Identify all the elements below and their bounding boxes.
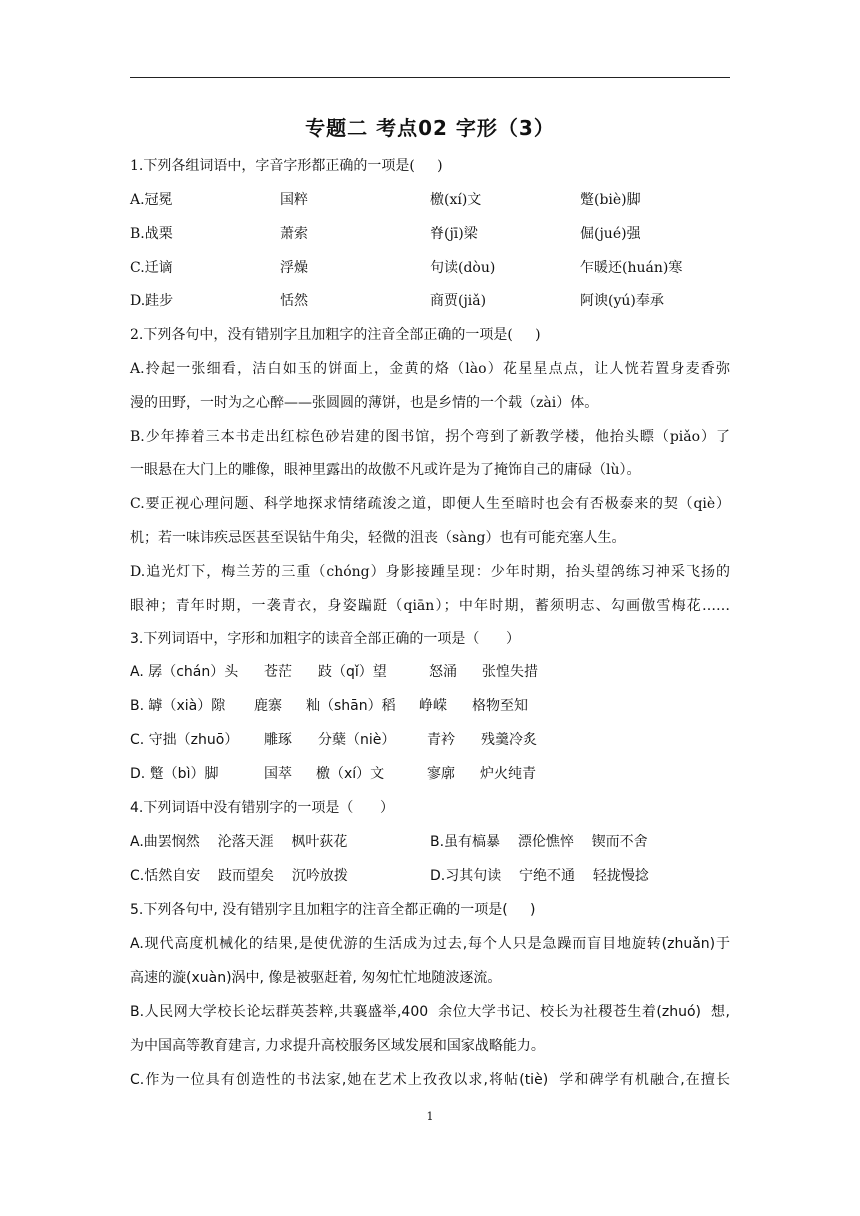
q3-cell: 炉火纯青 — [480, 766, 536, 782]
q4-stem: 4.下列词语中没有错别字的一项是（ ） — [130, 800, 395, 816]
q3-cell: 国萃 — [264, 766, 292, 782]
q3-cell: 张惶失措 — [482, 664, 538, 680]
q1-cell: 恬然 — [280, 293, 308, 309]
q3-cell: 青衿 — [427, 732, 455, 748]
q3-cell: 怒涌 — [429, 664, 457, 680]
q1-cell: 蹩(biè)脚 — [580, 192, 641, 208]
q3-cell: 格物至知 — [472, 698, 528, 714]
q2-line: 漫的田野，一时为之心醉——张圆圆的薄饼，也是乡情的一个载（zài）体。 — [130, 395, 599, 411]
q2-line: 一眼悬在大门上的雕像，眼神里露出的故傲不凡或许是为了掩饰自己的庸碌（lù）。 — [130, 462, 641, 478]
q5-line: C.作为一位具有创造性的书法家,她在艺术上孜孜以求,将帖(tiè) 学和碑学有机融合,在擅长 — [130, 1072, 730, 1088]
q5-line: B.人民网大学校长论坛群英荟粹,共襄盛举,400 余位大学书记、校长为社稷苍生着(zhuó) 想, — [130, 1004, 730, 1020]
q4-option-d: D.习其句读 宁绝不通 轻拢慢捻 — [430, 868, 649, 884]
q3-cell: 跂（qǐ）望 — [318, 664, 387, 680]
q1-cell: 檄(xí)文 — [430, 192, 482, 208]
q3-cell: 残羹冷炙 — [481, 732, 537, 748]
page-title: 专题二 考点02 字形（3） — [305, 116, 555, 140]
q1-cell: 脊(jī)梁 — [430, 226, 478, 242]
q1-stem: 1.下列各组词语中，字音字形都正确的一项是( ) — [130, 158, 443, 174]
q1-cell: 商贾(jiǎ) — [430, 293, 487, 309]
q4-option-b: B.虽有槁暴 漂伦憔悴 锲而不舍 — [430, 834, 648, 850]
q2-line: 机；若一味讳疾忌医甚至误钻牛角尖，轻微的沮丧（sàng）也有可能充塞人生。 — [130, 530, 626, 546]
q3-stem: 3.下列词语中，字形和加粗字的读音全部正确的一项是（ ） — [130, 631, 521, 647]
q2-stem: 2.下列各句中，没有错别字且加粗字的注音全部正确的一项是( ) — [130, 327, 541, 343]
q4-option-c: C.恬然自安 跂而望矣 沉吟放拨 — [130, 868, 348, 884]
q1-cell: 浮燥 — [280, 260, 308, 276]
q1-cell: 国粹 — [280, 192, 308, 208]
q5-line: 高速的漩(xuàn)涡中, 像是被驱赶着, 匆匆忙忙地随波逐流。 — [130, 970, 502, 986]
q5-line: A.现代高度机械化的结果,是使优游的生活成为过去,每个人只是急躁而盲目地旋转(zhuǎn)于 — [130, 936, 730, 952]
q2-line: C.要正视心理问题、科学地探求情绪疏浚之道，即便人生至暗时也会有否极泰来的契（qiè） — [130, 496, 730, 512]
q1-cell: 阿谀(yú)奉承 — [580, 293, 664, 309]
page-number: 1 — [426, 1110, 434, 1123]
q3-cell: 檄（xí）文 — [316, 766, 385, 782]
q3-cell: 鹿寨 — [254, 698, 282, 714]
q1-cell: A.冠冕 — [130, 192, 173, 208]
q2-line: A.拎起一张细看，洁白如玉的饼面上，金黄的烙（lào）花星星点点，让人恍若置身麦香弥 — [130, 361, 730, 377]
q3-cell: 寥廓 — [427, 766, 455, 782]
q3-cell: A. 孱（chán）头 — [130, 664, 239, 680]
q3-cell: B. 罅（xià）隙 — [130, 698, 226, 714]
q2-line: 眼神；青年时期，一袭青衣，身姿蹁跹（qiān）；中年时期，蓄须明志、勾画傲雪梅花…… — [130, 598, 730, 614]
q2-line: B.少年捧着三本书走出红棕色砂岩建的图书馆，拐个弯到了新教学楼，他抬头瞟（piǎo）了 — [130, 429, 730, 445]
header-rule — [130, 77, 730, 78]
q3-cell: 分蘖（niè） — [318, 732, 396, 748]
q1-cell: 萧索 — [280, 226, 308, 242]
q3-cell: 籼（shān）稻 — [306, 698, 396, 714]
q1-cell: 倔(jué)强 — [580, 226, 641, 242]
q5-stem: 5.下列各句中, 没有错别字且加粗字的注音全都正确的一项是( ) — [130, 902, 536, 918]
q1-cell: D.跬步 — [130, 293, 174, 309]
q3-cell: D. 蹩（bì）脚 — [130, 766, 219, 782]
q1-cell: C.迁谪 — [130, 260, 173, 276]
q2-line: D.追光灯下，梅兰芳的三重（chóng）身影接踵呈现：少年时期，抬头望鸽练习神采飞扬的 — [130, 564, 730, 580]
q3-cell: 雕琢 — [264, 732, 292, 748]
q3-cell: 峥嵘 — [419, 698, 447, 714]
q1-cell: 句读(dòu) — [430, 260, 496, 276]
q1-cell: 乍暖还(huán)寒 — [580, 260, 683, 276]
q3-cell: 苍茫 — [264, 664, 292, 680]
q4-option-a: A.曲罢悯然 沦落天涯 枫叶荻花 — [130, 834, 348, 850]
q5-line: 为中国高等教育建言, 力求提升高校服务区域发展和国家战略能力。 — [130, 1038, 545, 1054]
q1-cell: B.战栗 — [130, 226, 173, 242]
q3-cell: C. 守拙（zhuō） — [130, 732, 239, 748]
